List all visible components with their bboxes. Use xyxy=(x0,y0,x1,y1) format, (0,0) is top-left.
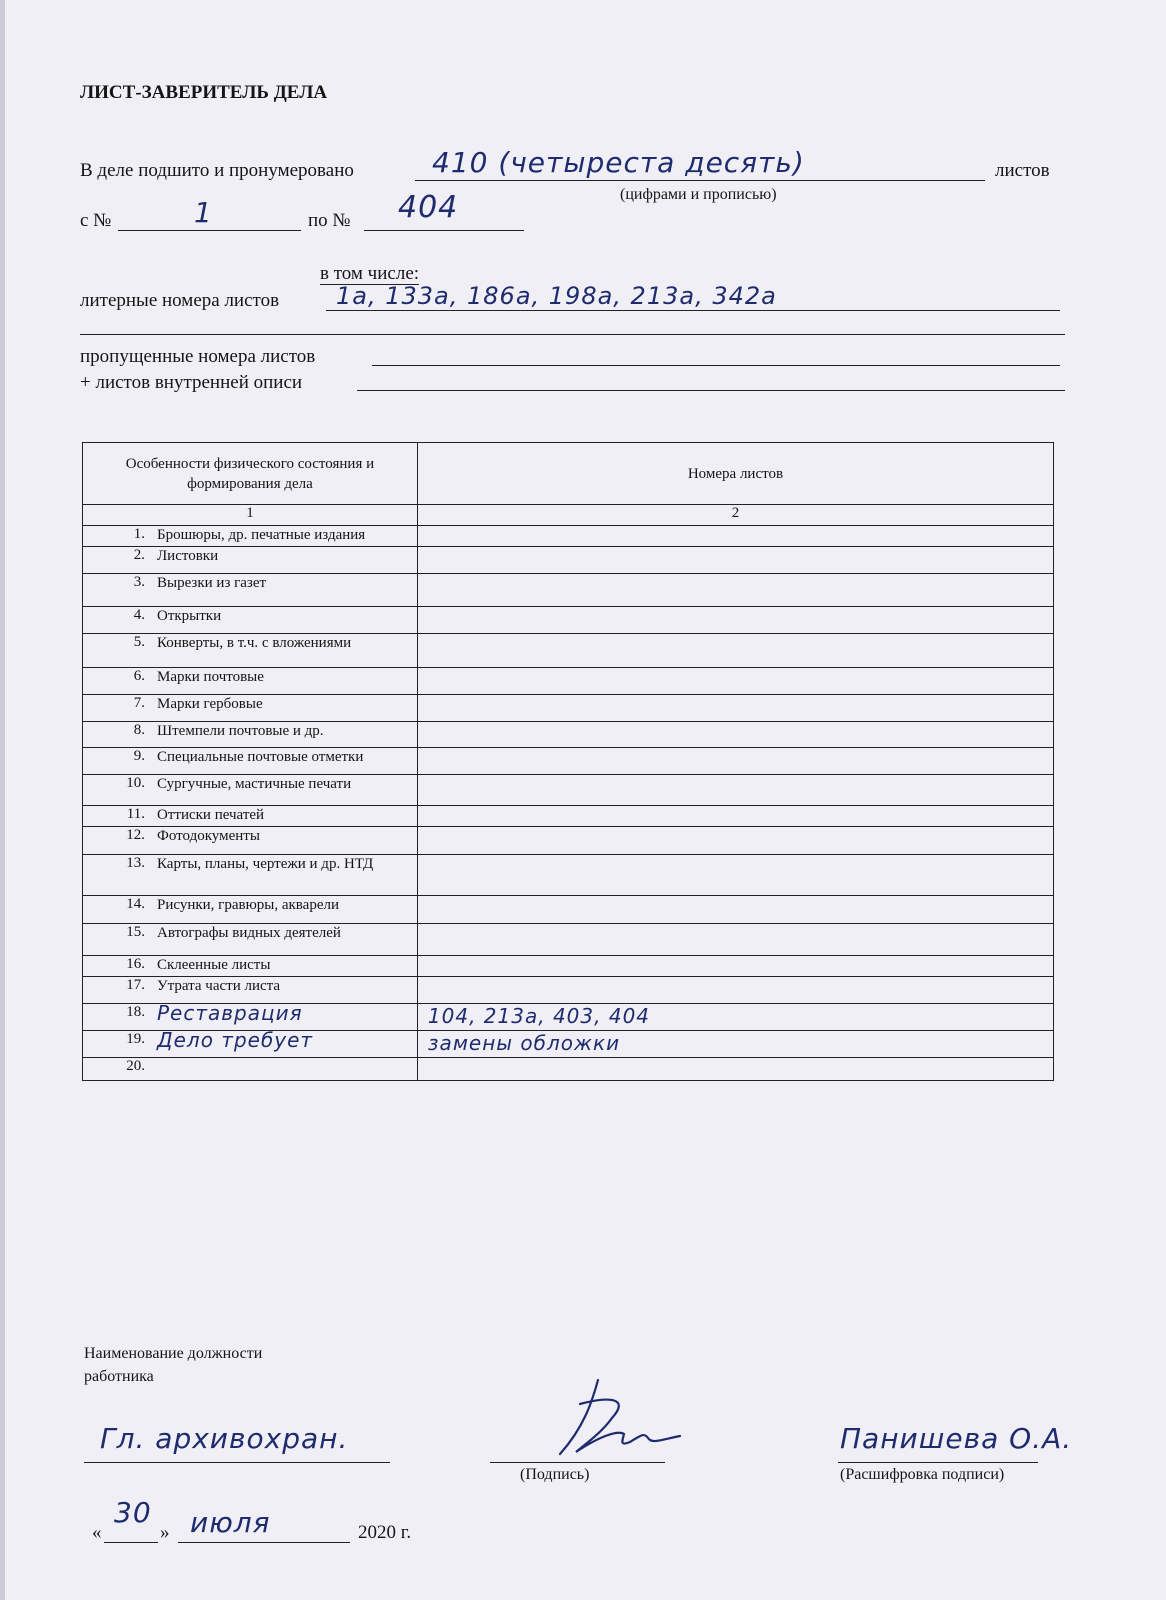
from-line xyxy=(118,230,301,231)
table-row xyxy=(83,722,1054,748)
row-feature-cell xyxy=(83,1028,418,1058)
from-label: с № xyxy=(80,210,112,231)
row-sheet-numbers xyxy=(417,634,1053,668)
row-sheet-numbers xyxy=(417,775,1053,806)
table-numbering-row xyxy=(83,505,1054,526)
page-edge xyxy=(0,0,5,1600)
row-number: 2. xyxy=(133,547,145,563)
table-row xyxy=(83,896,1054,924)
row-sheet-numbers xyxy=(417,806,1053,827)
row-feature-cell xyxy=(83,668,418,695)
row-sheet-numbers xyxy=(417,896,1053,924)
position-line xyxy=(84,1462,390,1463)
date-month: июля xyxy=(190,1506,271,1539)
row-feature-cell xyxy=(83,574,418,607)
table-row xyxy=(83,806,1054,827)
row-label: Специальные почтовые отметки xyxy=(157,749,364,765)
letter-numbers-line-2 xyxy=(80,334,1065,335)
row-feature-cell xyxy=(83,1058,418,1081)
row-feature-cell xyxy=(83,827,418,855)
row-label: Конверты, в т.ч. с вложениями xyxy=(157,635,352,651)
row-label: Штемпели почтовые и др. xyxy=(157,723,324,739)
to-value: 404 xyxy=(398,190,459,225)
row-sheet-numbers xyxy=(417,748,1053,775)
table-row xyxy=(83,1031,1054,1058)
letter-numbers-line xyxy=(326,310,1060,311)
row-feature-cell xyxy=(83,607,418,634)
date-month-line xyxy=(178,1542,350,1543)
row-sheet-numbers xyxy=(417,547,1053,574)
table-row xyxy=(83,748,1054,775)
col1-number: 1 xyxy=(83,505,418,526)
signature-mark xyxy=(540,1372,690,1472)
row-number: 1. xyxy=(133,526,145,542)
col1-header: Особенности физического состояния и формирования дела xyxy=(83,443,418,505)
decode-line xyxy=(838,1462,1038,1463)
sheets-suffix: листов xyxy=(995,160,1050,181)
row-sheet-numbers xyxy=(417,855,1053,896)
row-sheet-numbers xyxy=(417,977,1053,1004)
row-number: 19. xyxy=(126,1031,145,1047)
decode-value: Панишева О.А. xyxy=(840,1422,1073,1455)
row-label: Марки гербовые xyxy=(157,696,263,712)
row-number: 12. xyxy=(126,827,145,843)
signature-label: (Подпись) xyxy=(520,1466,590,1483)
col2-number: 2 xyxy=(417,505,1053,526)
row-feature-cell xyxy=(83,924,418,956)
row-number: 18. xyxy=(126,1004,145,1020)
table-row xyxy=(83,1004,1054,1031)
table-row xyxy=(83,1058,1054,1081)
table-row xyxy=(83,668,1054,695)
row-number: 17. xyxy=(126,977,145,993)
row-label: Склеенные листы xyxy=(157,957,271,973)
physical-state-table xyxy=(82,442,1054,1081)
row-number: 8. xyxy=(133,722,145,738)
row-feature-cell xyxy=(83,896,418,924)
inner-inventory-label: + листов внутренней описи xyxy=(80,372,303,393)
row-sheet-numbers: 104, 213а, 403, 404 xyxy=(417,1004,1053,1031)
row-feature-cell xyxy=(83,806,418,827)
row-sheet-numbers xyxy=(417,668,1053,695)
row-feature-cell xyxy=(83,722,418,748)
table-body xyxy=(83,526,1054,1081)
row-label: Брошюры, др. печатные издания xyxy=(157,527,366,543)
table-row xyxy=(83,607,1054,634)
row-sheet-numbers xyxy=(417,827,1053,855)
sheets-count-line xyxy=(415,180,985,181)
sheets-prefix: В деле подшито и пронумеровано xyxy=(80,160,354,181)
row-number: 7. xyxy=(133,695,145,711)
date-close-quote: » xyxy=(160,1522,170,1543)
row-sheet-numbers xyxy=(417,956,1053,977)
row-number: 15. xyxy=(126,924,145,940)
row-feature-cell xyxy=(83,526,418,547)
row-feature-cell xyxy=(83,775,418,806)
date-day-line xyxy=(104,1542,158,1543)
to-line xyxy=(364,230,524,231)
row-number: 20. xyxy=(126,1058,145,1074)
sheets-hint: (цифрами и прописью) xyxy=(620,186,777,203)
row-label: Дело требует xyxy=(157,1028,314,1052)
row-number: 14. xyxy=(126,896,145,912)
row-number: 16. xyxy=(126,956,145,972)
row-number: 11. xyxy=(126,806,145,822)
row-label: Реставрация xyxy=(157,1001,303,1025)
table-header-row xyxy=(83,443,1054,505)
table-row xyxy=(83,634,1054,668)
row-number: 9. xyxy=(133,748,145,764)
row-feature-cell xyxy=(83,977,418,1004)
row-sheet-numbers xyxy=(417,1058,1053,1081)
row-sheet-numbers xyxy=(417,574,1053,607)
position-label: Наименование должности работника xyxy=(84,1345,263,1385)
sheets-count-handwritten: 410 (четыреста десять) xyxy=(432,146,805,179)
row-label: Рисунки, гравюры, акварели xyxy=(157,897,340,913)
table-row xyxy=(83,574,1054,607)
row-sheet-numbers: замены обложки xyxy=(417,1031,1053,1058)
row-sheet-numbers xyxy=(417,722,1053,748)
row-label: Утрата части листа xyxy=(157,978,281,994)
position-value: Гл. архивохран. xyxy=(100,1422,349,1455)
row-feature-cell xyxy=(83,748,418,775)
row-number: 5. xyxy=(133,634,145,650)
row-label: Листовки xyxy=(157,548,219,564)
including-label: в том числе: xyxy=(320,263,420,284)
table-row xyxy=(83,956,1054,977)
date-day: 30 xyxy=(114,1496,152,1529)
skipped-numbers-line xyxy=(372,365,1060,366)
date-open-quote: « xyxy=(92,1522,102,1543)
skipped-numbers-label: пропущенные номера листов xyxy=(80,346,316,367)
row-feature-cell xyxy=(83,634,418,668)
date-year: 2020 г. xyxy=(358,1522,412,1543)
letter-numbers-label: литерные номера листов xyxy=(80,290,280,311)
table-row xyxy=(83,547,1054,574)
row-label: Марки почтовые xyxy=(157,669,264,685)
row-label: Открытки xyxy=(157,608,222,624)
document-title: ЛИСТ-ЗАВЕРИТЕЛЬ ДЕЛА xyxy=(80,82,328,103)
row-label: Вырезки из газет xyxy=(157,575,267,591)
row-number: 3. xyxy=(133,574,145,590)
letter-numbers-value: 1а, 133а, 186а, 198а, 213а, 342а xyxy=(336,282,777,310)
row-feature-cell xyxy=(83,695,418,722)
to-label: по № xyxy=(308,210,351,231)
table-row xyxy=(83,695,1054,722)
row-label: Карты, планы, чертежи и др. НТД xyxy=(157,856,374,872)
col2-header: Номера листов xyxy=(417,443,1053,505)
decode-label: (Расшифровка подписи) xyxy=(840,1466,1005,1483)
row-label: Сургучные, мастичные печати xyxy=(157,776,352,792)
row-label: Оттиски печатей xyxy=(157,807,265,823)
table-row xyxy=(83,526,1054,547)
inner-inventory-line xyxy=(357,390,1065,391)
row-sheet-numbers xyxy=(417,607,1053,634)
from-value: 1 xyxy=(194,196,213,229)
table-row xyxy=(83,977,1054,1004)
row-feature-cell xyxy=(83,547,418,574)
row-feature-cell xyxy=(83,956,418,977)
row-sheet-numbers xyxy=(417,695,1053,722)
table-row xyxy=(83,827,1054,855)
table-row xyxy=(83,775,1054,806)
row-sheet-numbers xyxy=(417,526,1053,547)
table-row xyxy=(83,924,1054,956)
row-number: 6. xyxy=(133,668,145,684)
row-label: Фотодокументы xyxy=(157,828,260,844)
row-sheet-numbers xyxy=(417,924,1053,956)
row-label: Автографы видных деятелей xyxy=(157,925,341,941)
row-number: 13. xyxy=(126,855,145,871)
row-number: 4. xyxy=(133,607,145,623)
row-number: 10. xyxy=(126,775,145,791)
row-feature-cell xyxy=(83,1001,418,1031)
row-feature-cell xyxy=(83,855,418,896)
table-row xyxy=(83,855,1054,896)
